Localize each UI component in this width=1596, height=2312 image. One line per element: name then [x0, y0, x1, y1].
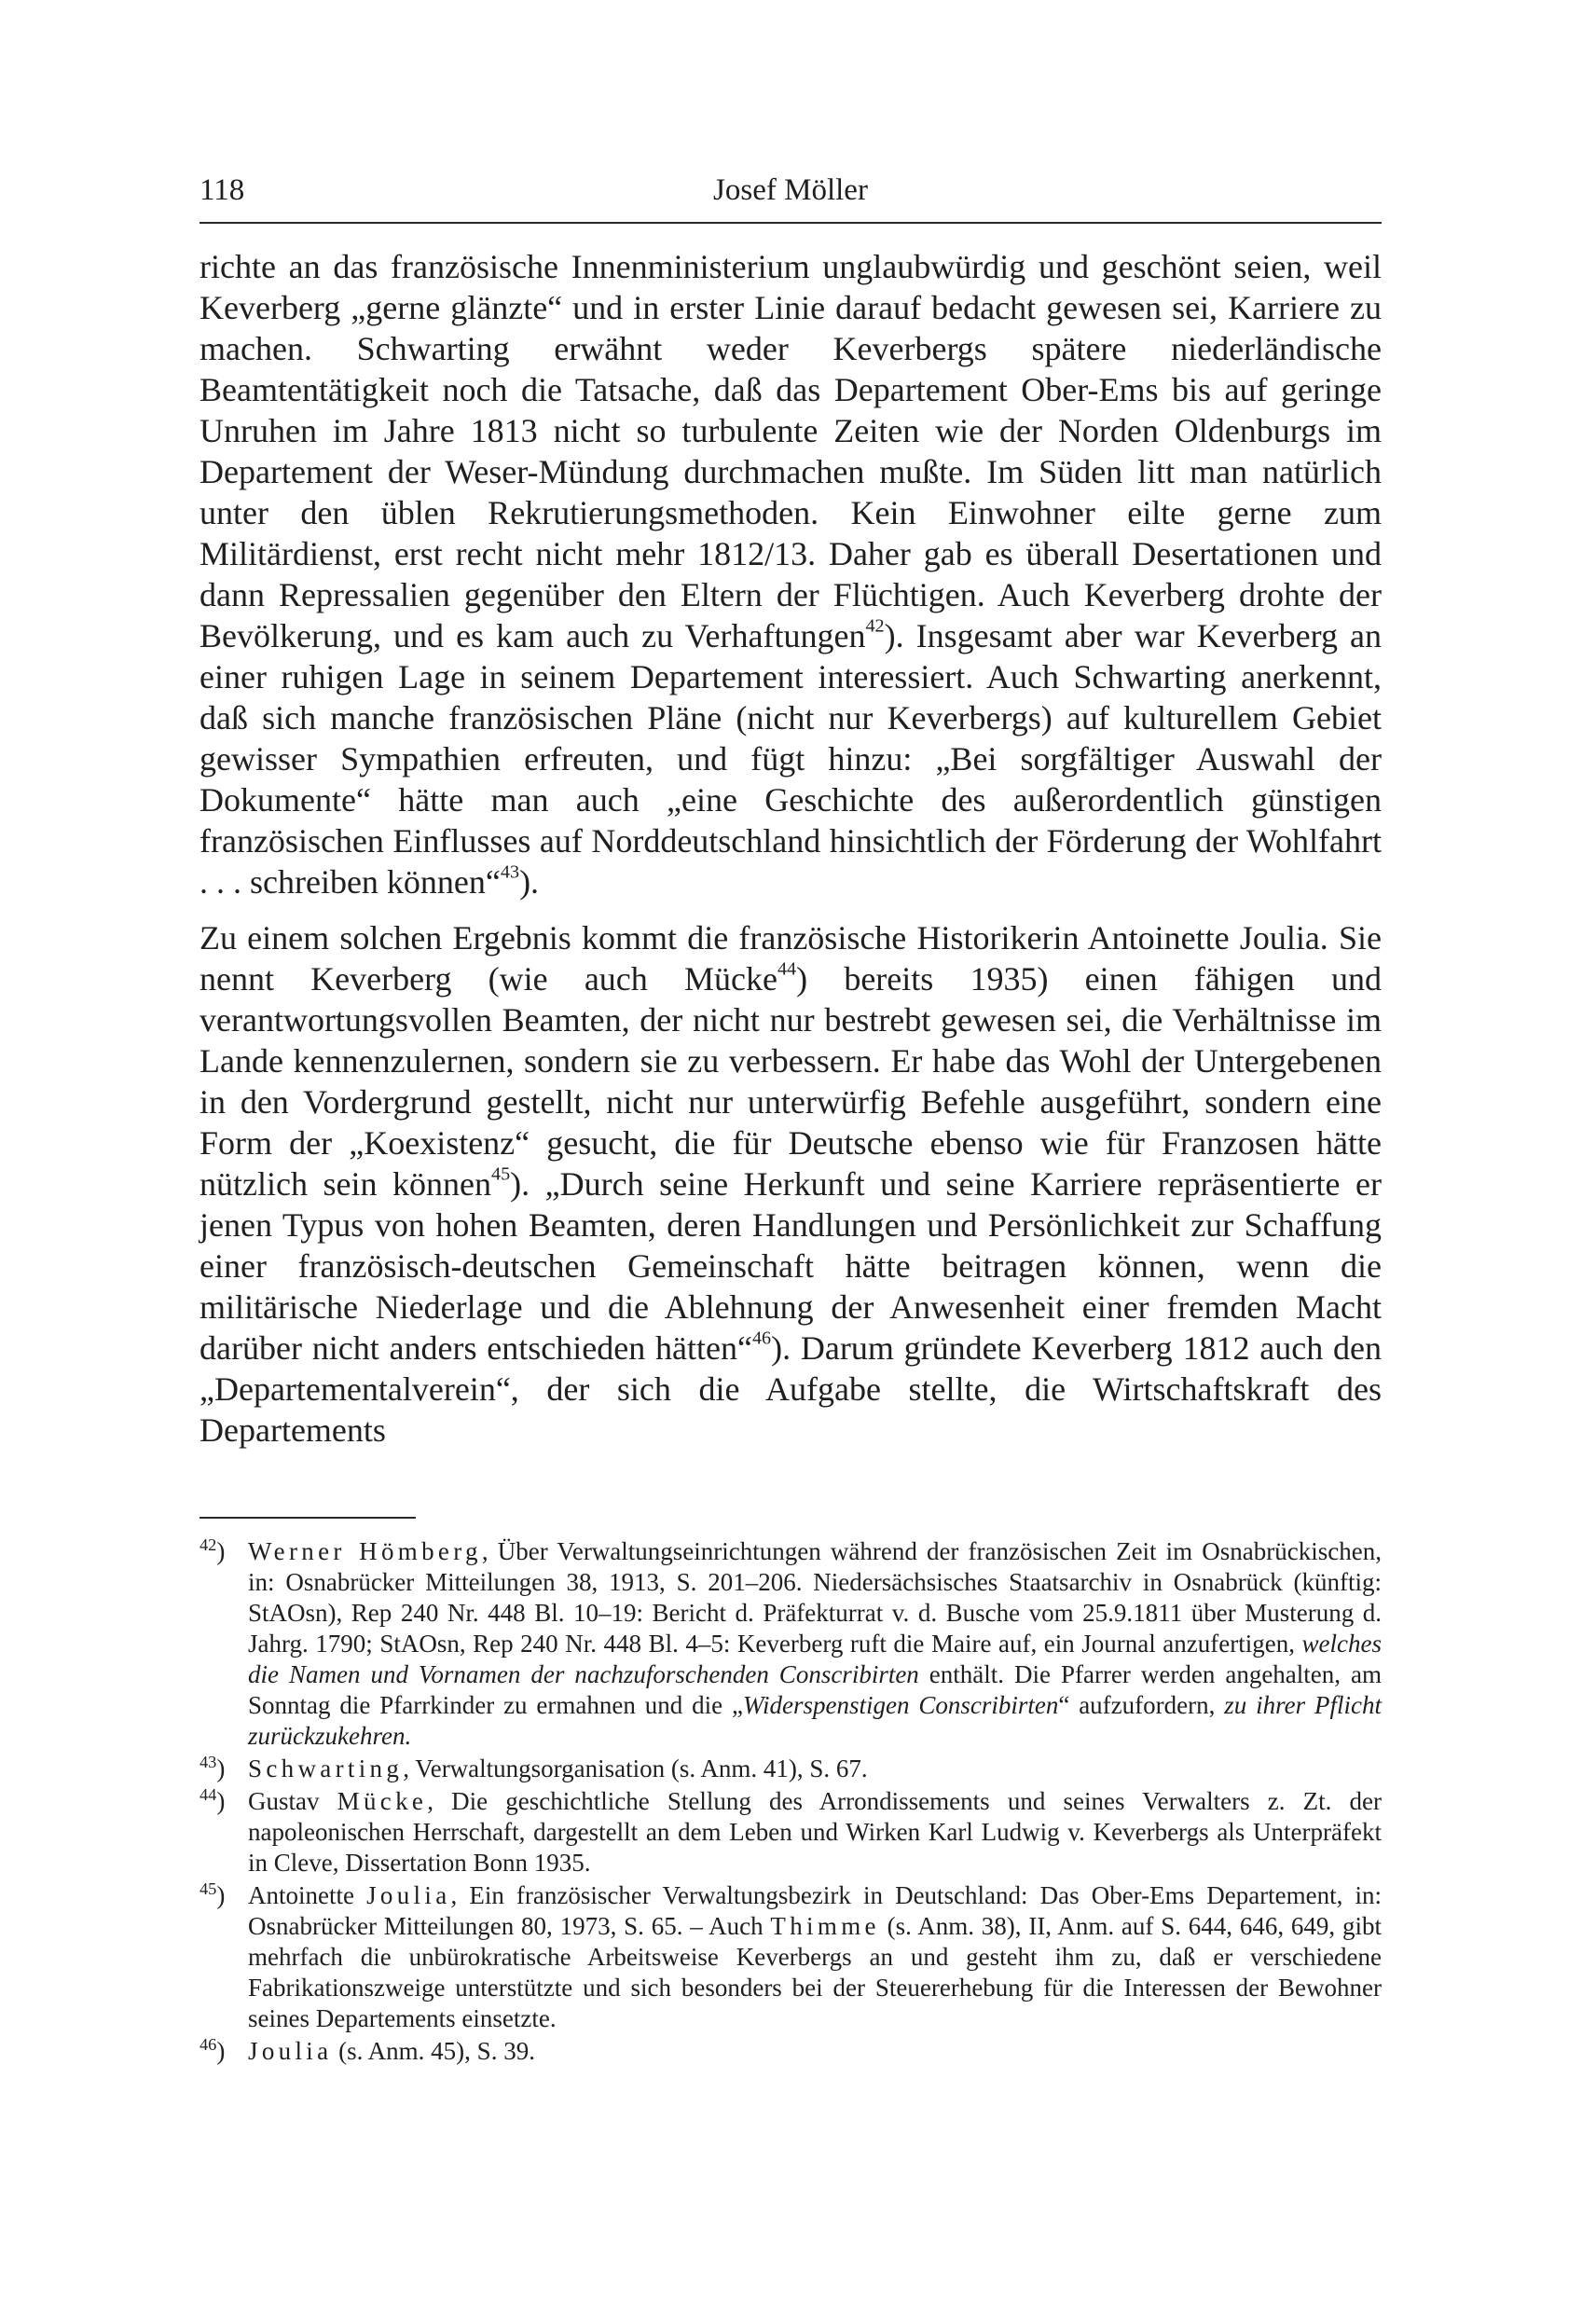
main-text [200, 246, 1382, 1451]
text-segment: ). Darum gründete Keverberg 1812 auch den „Departementalverein“, der sich die Aufgabe stellte, die Wirtschaftskraft des Departements [200, 1329, 1382, 1449]
running-head: Josef Möller [713, 173, 868, 207]
footnote-number: 44 [200, 1784, 217, 1804]
italic-quote: zu ihrer Pflicht zurückzukehren. [248, 1691, 1382, 1750]
footnote-45 [200, 1880, 1382, 2034]
author-name: Mücke [337, 1787, 428, 1815]
text-segment: enthält. Die Pfarrer werden angehalten, am Sonntag die Pfarrkinder zu ermahnen und die „ [248, 1660, 1382, 1719]
text-segment: , Über Verwaltungseinrichtungen während der französischen Zeit im Osnabrückischen, in: Osnabrücker Mitteilungen 38, 1913, S. 201–206. Niedersächsisches Staatsarchiv in Osnabrück (künftig: StAOsn), Rep 240 Nr. 448 Bl. 10–19: Bericht d. Präfekturrat v. d. Busche vom 25.9.1811 über Musterung d. Jahrg. 1790; StAOsn, Rep 240 Nr. 448 Bl. 4–5: Keverberg ruft die Maire auf, ein Journal anzufertigen, [248, 1537, 1382, 1658]
footnote-43 [200, 1754, 1382, 1784]
text-segment: ). [519, 863, 540, 901]
footnote-number: 46 [200, 2034, 217, 2054]
footnote-text [248, 2036, 1382, 2067]
text-segment: Zu einem solchen Ergebnis kommt die französische Historikerin Antoinette Joulia. Sie nennt Keverberg (wie auch Mücke [200, 919, 1382, 998]
italic-quote: Widerspenstigen Conscribirten [742, 1691, 1059, 1719]
author-name: Joulia [248, 2037, 333, 2065]
author-name: Werner Hömberg [248, 1537, 482, 1565]
footnote-44 [200, 1786, 1382, 1878]
author-name: Schwarting [248, 1755, 404, 1782]
page-header [200, 173, 1382, 218]
footnote-marker: $^{46}$) [200, 2034, 226, 2065]
footnote-number: 45 [200, 1878, 217, 1898]
text-segment: Antoinette [248, 1881, 367, 1909]
page-number: 118 [200, 173, 245, 207]
italic-quote: welches die Namen und Vornamen der nachzuforschenden Conscribirten [248, 1630, 1382, 1688]
footnote-ref-44: 44 [777, 958, 797, 980]
paragraph-1 [200, 246, 1382, 902]
paragraph-2 [200, 917, 1382, 1451]
text-segment: , Die geschichtliche Stellung des Arrondissements und seines Verwalters z. Zt. der napoleonischen Herrschaft, dargestellt an dem Leben und Wirken Karl Ludwig v. Keverbergs als Unterpräfekt in Cleve, Dissertation Bonn 1935. [248, 1787, 1382, 1877]
footnote-ref-42: 42 [865, 615, 885, 637]
text-segment: , Verwaltungsorganisation (s. Anm. 41), S. 67. [403, 1755, 868, 1782]
footnote-marker: $^{44}$) [200, 1784, 226, 1815]
footnote-marker: $^{43}$) [200, 1752, 226, 1782]
text-segment: Gustav [248, 1787, 337, 1815]
text-segment: ). „Durch seine Herkunft und seine Karriere repräsentierte er jenen Typus von hohen Beamten, deren Handlungen und Persönlichkeit zur Schaffung einer französisch-deutschen Gemeinschaft hätte beitragen können, wenn die militärische Niederlage und die Ablehnung der Anwesenheit einer fremden Macht darüber nicht anders entschieden hätten“ [200, 1165, 1382, 1367]
footnotes [200, 1536, 1382, 2069]
footnote-number: 42 [200, 1534, 217, 1554]
footnote-42 [200, 1536, 1382, 1752]
footnote-ref-43: 43 [500, 861, 520, 883]
footnote-46 [200, 2036, 1382, 2067]
footnote-ref-46: 46 [751, 1328, 772, 1349]
text-segment: (s. Anm. 38), II, Anm. auf S. 644, 646, 649, gibt mehrfach die unbürokratische Arbeitsweise Keverbergs an und gesteht ihm zu, daß er verschiedene Fabrikationszweige unterstützte und sich besonders bei der Steuererhebung für die Interessen der Bewohner seines Departements einsetzte. [248, 1912, 1382, 2032]
footnote-ref-45: 45 [491, 1163, 511, 1185]
text-segment: ) bereits 1935) einen fähigen und verantwortungsvollen Beamten, der nicht nur bestrebt gewesen sei, die Verhältnisse im Lande kennenzulernen, sondern sie zu verbessern. Er habe das Wohl der Untergebenen in den Vordergrund gestellt, nicht nur unterwürfig Befehle ausgeführt, sondern eine Form der „Koexistenz“ gesucht, die für Deutsche ebenso wie für Franzosen hätte nützlich sein können [200, 960, 1382, 1203]
footnote-text [248, 1754, 1382, 1784]
text-segment: (s. Anm. 45), S. 39. [332, 2037, 535, 2065]
text-segment: , Ein französischer Verwaltungsbezirk in Deutschland: Das Ober-Ems Departement, in: Osnabrücker Mitteilungen 80, 1973, S. 65. – Auch [248, 1881, 1382, 1940]
header-rule [200, 222, 1382, 224]
footnote-text [248, 1536, 1382, 1752]
text-segment: “ aufzufordern, [1058, 1691, 1225, 1719]
author-name: Thimme [770, 1912, 880, 1940]
text-segment: richte an das französische Innenministerium unglaubwürdig und geschönt seien, weil Keverberg „gerne glänzte“ und in erster Linie darauf bedacht gewesen sei, Karriere zu machen. Schwarting erwähnt weder Keverbergs spätere niederländische Beamtentätigkeit noch die Tatsache, daß das Departement Ober-Ems bis auf geringe Unruhen im Jahre 1813 nicht so turbulente Zeiten wie der Norden Oldenburgs im Departement der Weser-Mündung durchmachen mußte. Im Süden litt man natürlich unter den üblen Rekrutierungsmethoden. Kein Einwohner eilte gerne zum Militärdienst, erst recht nicht mehr 1812/13. Daher gab es überall Desertationen und dann Repressalien gegenüber den Eltern der Flüchtigen. Auch Keverberg drohte der Bevölkerung, und es kam auch zu Verhaftungen [200, 248, 1382, 654]
footnote-marker: $^{45}$) [200, 1878, 226, 1909]
author-name: Joulia [366, 1881, 451, 1909]
footnote-number: 43 [200, 1752, 217, 1771]
footnote-text [248, 1786, 1382, 1878]
text-segment: ). Insgesamt aber war Keverberg an einer ruhigen Lage in seinem Departement interessiert. Auch Schwarting anerkennt, daß sich manche französischen Pläne (nicht nur Keverbergs) auf kulturellem Gebiet gewisser Sympathien erfreuten, und fügt hinzu: „Bei sorgfältiger Auswahl der Dokumente“ hätte man auch „eine Geschichte des außerordentlich günstigen französischen Einflusses auf Norddeutschland hinsichtlich der Förderung der Wohlfahrt . . . schreiben können“ [200, 617, 1383, 901]
footnote-rule [200, 1517, 416, 1519]
footnote-marker: $^{42}$) [200, 1534, 226, 1565]
footnote-text [248, 1880, 1382, 2034]
